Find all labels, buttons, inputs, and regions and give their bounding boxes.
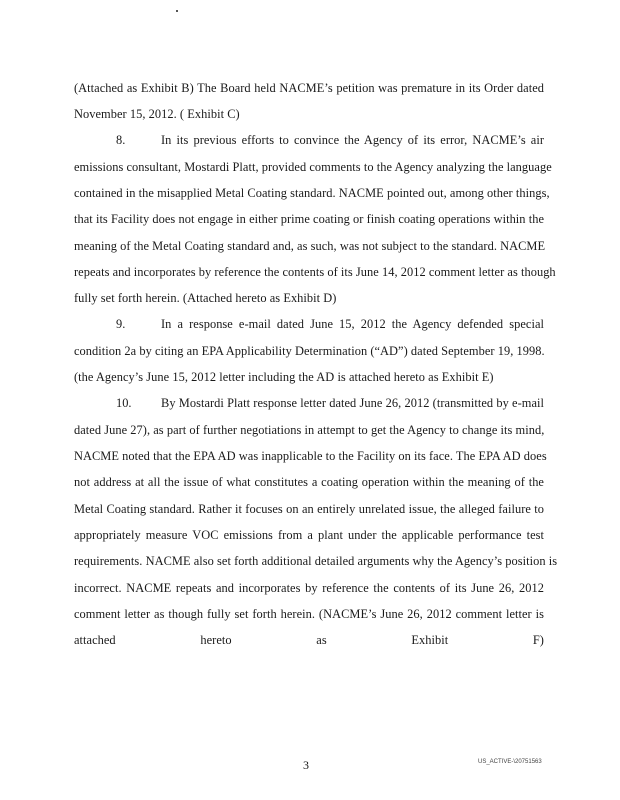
- text-line: incorrect. NACME repeats and incorporates by reference the contents of its June 26, 2012: [74, 581, 544, 595]
- text-line: By Mostardi Platt response letter dated June 26, 2012 (transmitted by e-mail: [161, 396, 544, 410]
- page-number: 3: [303, 758, 309, 772]
- text-line: contained in the misapplied Metal Coating standard. NACME pointed out, among other things,: [74, 186, 550, 200]
- paragraph-number: 9.: [116, 317, 126, 331]
- text-line: (Attached as Exhibit B) The Board held NACME’s petition was premature in its Order dated: [74, 81, 544, 95]
- text-line: requirements. NACME also set forth additional detailed arguments why the Agency’s position is: [74, 554, 558, 568]
- text-line: Metal Coating standard. Rather it focuses on an entirely unrelated issue, the alleged failure to: [74, 502, 544, 516]
- paragraph-number: 10.: [116, 396, 132, 410]
- document-id: US_ACTIVE-\20751563: [478, 759, 542, 765]
- text-line: emissions consultant, Mostardi Platt, provided comments to the Agency analyzing the language: [74, 160, 552, 174]
- text-line: In its previous efforts to convince the Agency of its error, NACME’s air: [161, 133, 544, 147]
- text-line: meaning of the Metal Coating standard and, as such, was not subject to the standard. NACME: [74, 239, 546, 253]
- paragraph-number: 8.: [116, 133, 126, 147]
- text-line: condition 2a by citing an EPA Applicability Determination (“AD”) dated September 19, 1998.: [74, 344, 545, 358]
- text-line: (the Agency’s June 15, 2012 letter including the AD is attached hereto as Exhibit E): [74, 370, 494, 384]
- text-line: NACME noted that the EPA AD was inapplicable to the Facility on its face. The EPA AD does: [74, 449, 547, 463]
- text-line: November 15, 2012. ( Exhibit C): [74, 107, 240, 121]
- text-line: repeats and incorporates by reference the contents of its June 14, 2012 comment letter as though: [74, 265, 556, 279]
- text-line: comment letter as though fully set forth herein. (NACME’s June 26, 2012 comment letter is: [74, 607, 544, 621]
- text-line: attached hereto as Exhibit F): [74, 633, 544, 647]
- text-line: appropriately measure VOC emissions from a plant under the applicable performance test: [74, 528, 544, 542]
- text-line: not address at all the issue of what constitutes a coating operation within the meaning of the: [74, 475, 544, 489]
- scan-speck: [176, 10, 178, 12]
- text-line: In a response e-mail dated June 15, 2012 the Agency defended special: [161, 317, 544, 331]
- text-line: that its Facility does not engage in either prime coating or finish coating operations within the: [74, 212, 544, 226]
- text-line: fully set forth herein. (Attached hereto as Exhibit D): [74, 291, 337, 305]
- text-line: dated June 27), as part of further negotiations in attempt to get the Agency to change its mind,: [74, 423, 545, 437]
